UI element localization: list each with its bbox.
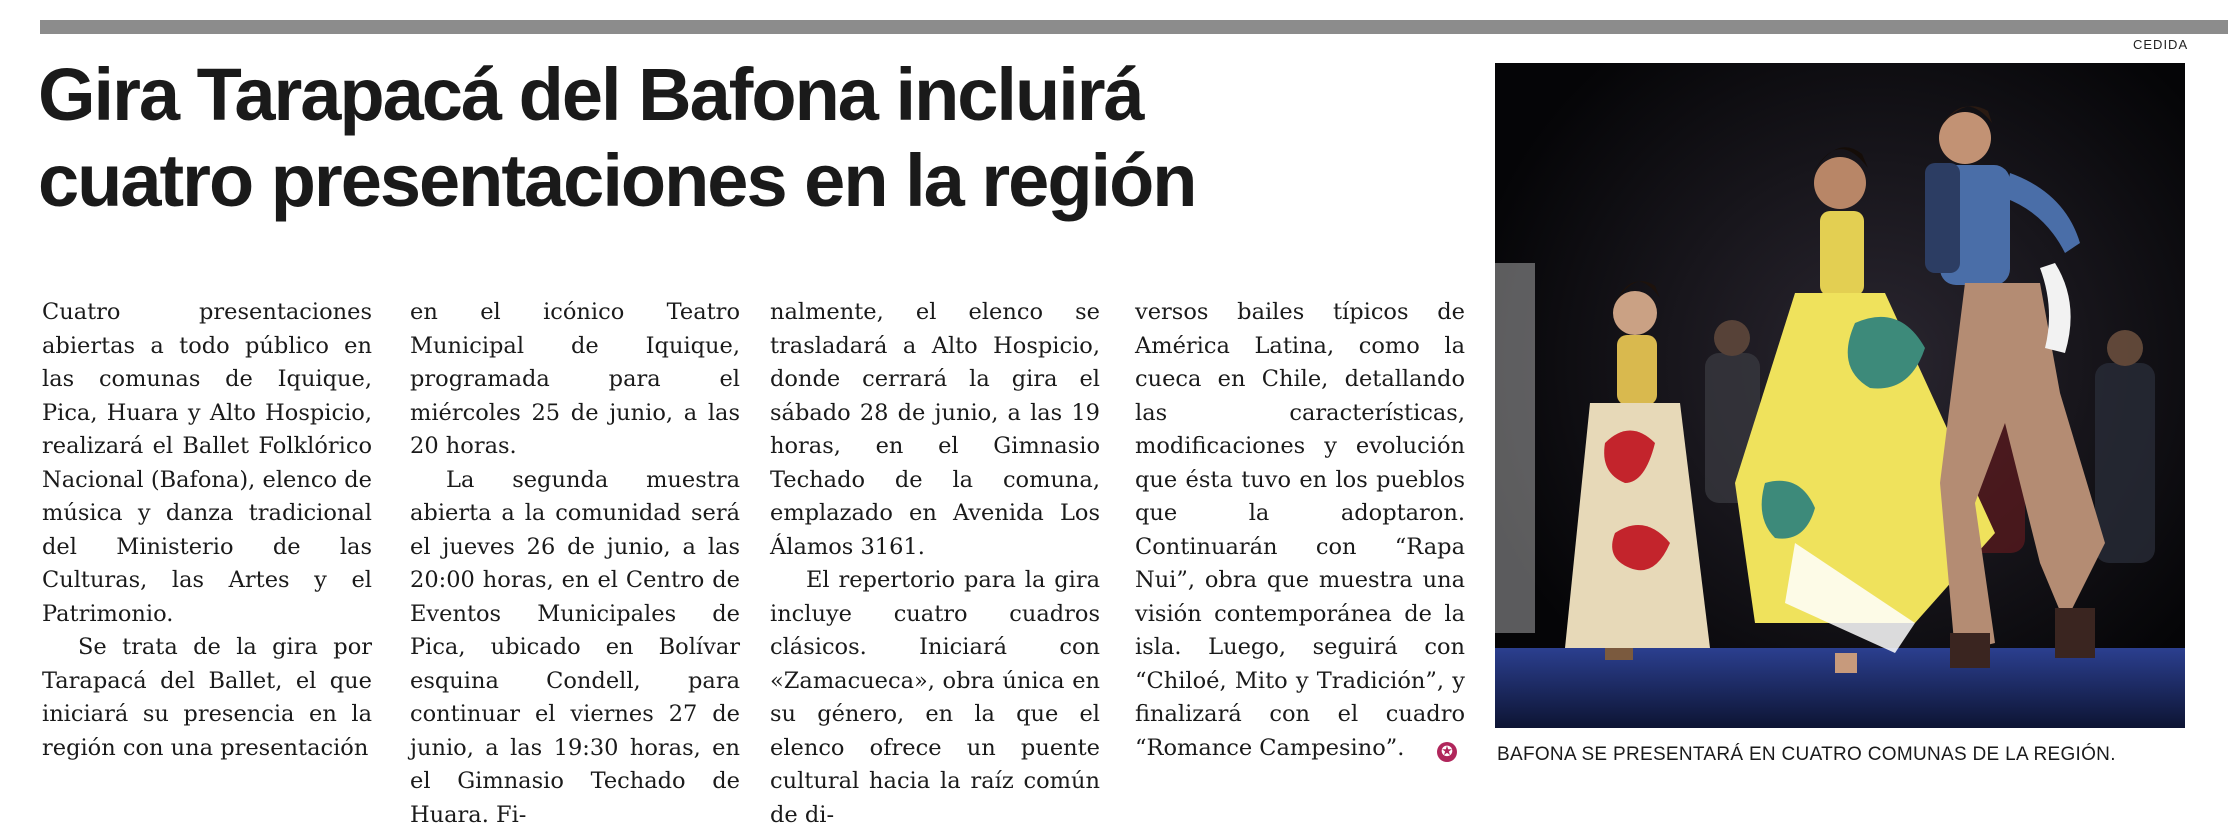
dancers-photo-illustration <box>1495 63 2185 728</box>
body-column-3 <box>770 296 1100 832</box>
body-column-2 <box>410 296 740 832</box>
photo-credit: CEDIDA <box>2133 37 2188 52</box>
previous-article-strip <box>0 0 2228 10</box>
body-paragraph: nalmente, el elenco se trasladará a Alto Hospicio, donde cerrará la gira el sábado 28 de junio, a las 19 horas, en el Gimnasio Techado de la comuna, emplazado en Avenida Los Álamos 3161. <box>770 296 1100 564</box>
body-paragraph: Se trata de la gira por Tarapacá del Ballet, el que iniciará su presencia en la región con una presentación <box>42 631 372 765</box>
section-rule <box>40 20 2228 34</box>
photo-caption: BAFONA SE PRESENTARÁ EN CUATRO COMUNAS DE LA REGIÓN. <box>1497 744 2116 766</box>
headline <box>38 52 1478 224</box>
body-column-4 <box>1135 296 1465 765</box>
body-paragraph: La segunda muestra abierta a la comunidad será el jueves 26 de junio, a las 20:00 horas, en el Centro de Eventos Municipales de Pica, ubicado en Bolívar esquina Condell, para continuar el viernes 27 de junio, a las 19:30 horas, en el Gimnasio Techado de Huara. Fi- <box>410 464 740 832</box>
body-paragraph: en el icónico Teatro Municipal de Iquique, programada para el miércoles 25 de junio, a las 20 horas. <box>410 296 740 464</box>
body-paragraph: El repertorio para la gira incluye cuatro cuadros clásicos. Iniciará con «Zamacueca», obra única en su género, en la que el elenco ofrece un puente cultural hacia la raíz común de di- <box>770 564 1100 832</box>
headline-line-2: cuatro presentaciones en la región <box>38 138 1478 224</box>
headline-line-1: Gira Tarapacá del Bafona incluirá <box>38 52 1478 138</box>
body-paragraph: Cuatro presentaciones abiertas a todo público en las comunas de Iquique, Pica, Huara y Alto Hospicio, realizará el Ballet Folklórico Nacional (Bafona), elenco de música y danza tradicional del Ministerio de las Culturas, las Artes y el Patrimonio. <box>42 296 372 631</box>
star-icon: ✪ <box>1437 742 1457 762</box>
body-paragraph: versos bailes típicos de América Latina, como la cueca en Chile, detallando las características, modificaciones y evolución que ésta tuvo en los pueblos que la adoptaron. Continuarán con “Rapa Nui”, obra que muestra una visión contemporánea de la isla. Luego, seguirá con “Chiloé, Mito y Tradición”, y finalizará con el cuadro “Romance Campesino”. <box>1135 296 1465 765</box>
body-column-1 <box>42 296 372 765</box>
article-photo <box>1495 63 2185 728</box>
